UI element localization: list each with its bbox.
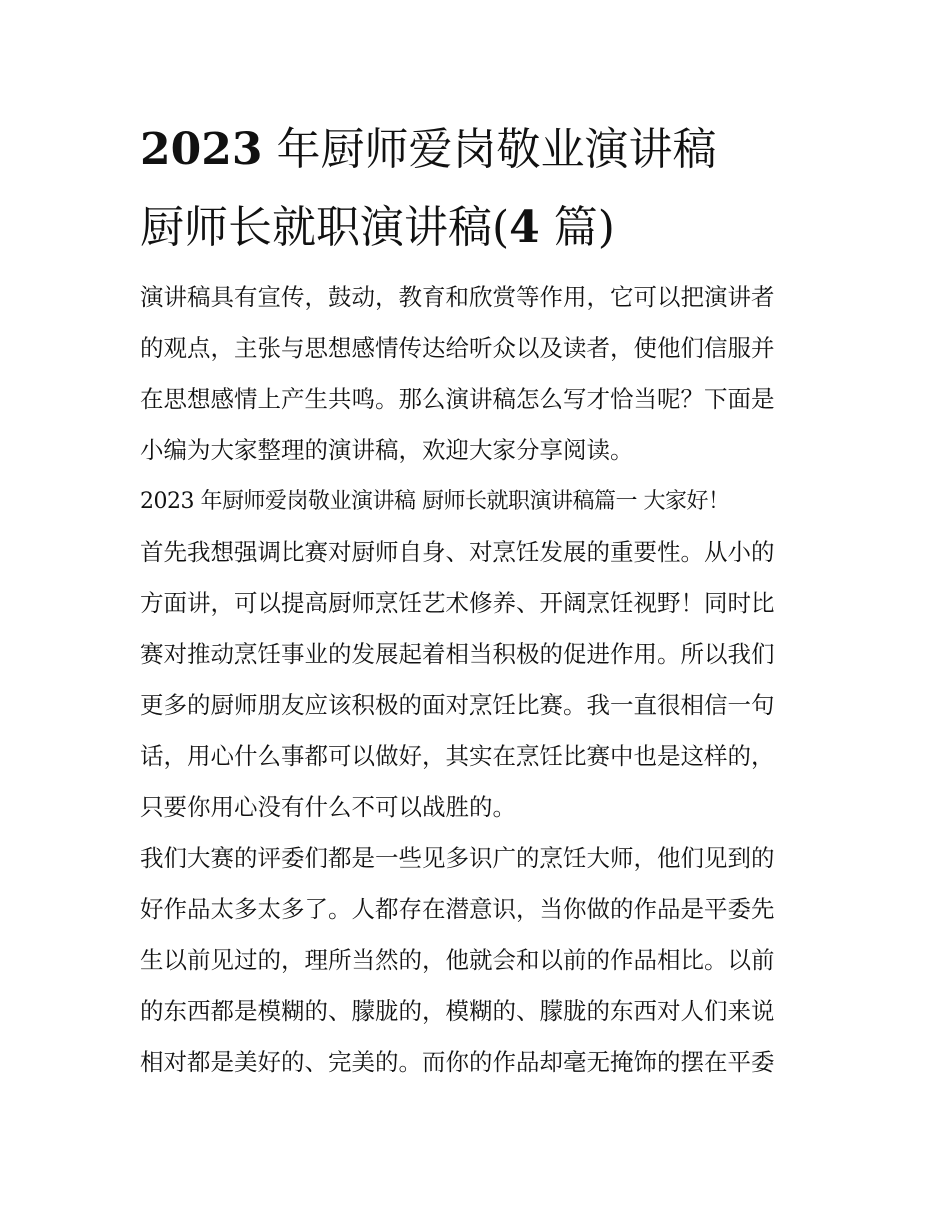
document-title-line-1 (140, 120, 830, 180)
title-year: 2023 (140, 124, 263, 175)
text-line: 方面讲，可以提高厨师烹饪艺术修养、开阔烹饪视野！同时比 (140, 589, 775, 617)
text-line: 只要你用心没有什么不可以战胜的。 (140, 793, 516, 821)
text-line: 相对都是美好的、完美的。而你的作品却毫无掩饰的摆在平委 (140, 1048, 775, 1076)
text-line: 好作品太多太多了。人都存在潜意识，当你做的作品是平委先 (140, 895, 775, 923)
text-line: 话，用心什么事都可以做好，其实在烹饪比赛中也是这样的， (140, 742, 775, 770)
text-line: 的东西都是模糊的、朦胧的，模糊的、朦胧的东西对人们来说 (140, 997, 775, 1025)
text-line: 首先我想强调比赛对厨师自身、对烹饪发展的重要性。从小的 (140, 538, 775, 566)
text-line: 更多的厨师朋友应该积极的面对烹饪比赛。我一直很相信一句 (140, 691, 775, 719)
document-title-line-2 (140, 198, 830, 258)
title-line-2-suffix: 篇) (539, 202, 615, 253)
text-line: 小编为大家整理的演讲稿，欢迎大家分享阅读。 (140, 436, 634, 464)
title-count: 4 (509, 202, 540, 253)
title-line-2-prefix: 厨师长就职演讲稿( (140, 202, 510, 253)
text-line: 我们大赛的评委们都是一些见多识广的烹饪大师，他们见到的 (140, 844, 775, 872)
title-line-1-text: 年厨师爱岗敬业演讲稿 (262, 124, 717, 175)
text-line: 的观点，主张与思想感情传达给听众以及读者，使他们信服并 (140, 334, 775, 362)
text-line: 生以前见过的，理所当然的，他就会和以前的作品相比。以前 (140, 946, 775, 974)
text-line: 演讲稿具有宣传，鼓动，教育和欣赏等作用，它可以把演讲者 (140, 283, 775, 311)
document-body (140, 272, 820, 1088)
text-line: 赛对推动烹饪事业的发展起着相当积极的促进作用。所以我们 (140, 640, 775, 668)
text-line: 在思想感情上产生共鸣。那么演讲稿怎么写才恰当呢？下面是 (140, 385, 775, 413)
section-heading-line: 2023 年厨师爱岗敬业演讲稿 厨师长就职演讲稿篇一 大家好！ (140, 489, 730, 514)
